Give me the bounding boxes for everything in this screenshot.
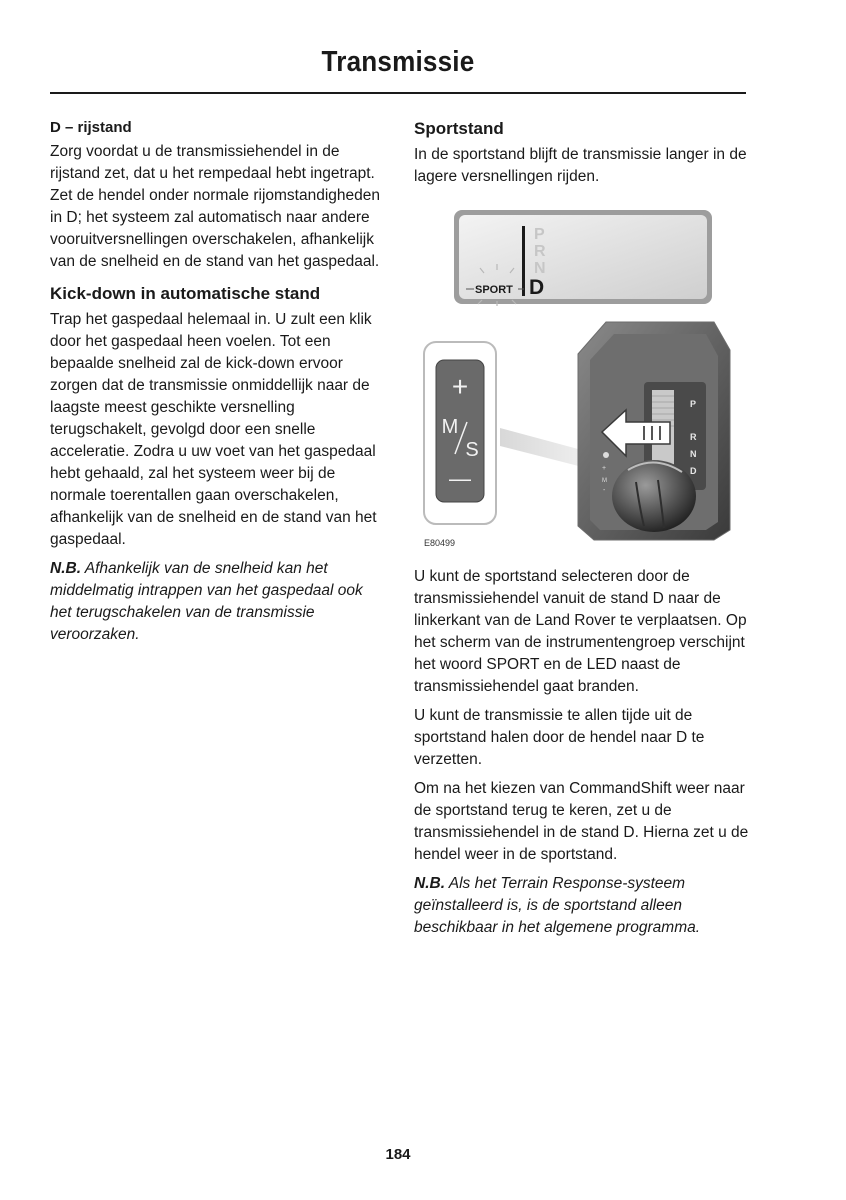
left-column xyxy=(50,118,386,653)
sport-para-3: Om na het kiezen van CommandShift weer naar de sportstand terug te keren, zet u de transmissiehendel in de stand D. Hierna zet u de hendel weer in de sportstand. xyxy=(414,780,749,863)
sport-heading: Sportstand xyxy=(414,119,504,138)
right-note-text: Als het Terrain Response-systeem geïnstalleerd is, is de sportstand alleen beschikbaar in het algemene programma. xyxy=(414,875,701,936)
figure-code: E80499 xyxy=(424,538,456,548)
page-title: Transmissie xyxy=(321,46,475,78)
svg-text:+: + xyxy=(602,465,607,472)
gate-letter-r: R xyxy=(690,432,697,442)
right-column-bottom xyxy=(414,566,750,946)
display-sport-label: SPORT xyxy=(475,284,513,296)
display-gear-d: D xyxy=(529,276,545,299)
svg-text:-: - xyxy=(603,487,606,494)
right-note-label: N.B. xyxy=(414,875,445,892)
d-heading: D – rijstand xyxy=(50,119,132,136)
display-gear-r: R xyxy=(534,243,546,260)
sport-mode-figure xyxy=(414,200,744,560)
gate-letter-n: N xyxy=(690,449,697,459)
shift-lever-knob xyxy=(612,460,696,532)
sport-para-1: U kunt de sportstand selecteren door de transmissiehendel vanuit de stand D naar de linkerkant van de Land Rover te verplaatsen. Op het scherm van de instrumentengroep verschijnt het woord SPORT en de LED naast de transmissiehendel gaat branden. xyxy=(414,568,747,695)
right-note xyxy=(414,873,750,939)
ms-paddle xyxy=(424,342,496,524)
display-gear-n: N xyxy=(534,260,546,277)
display-gear-p: P xyxy=(534,226,545,243)
kickdown-heading: Kick-down in automatische stand xyxy=(50,284,321,303)
gate-letter-p: P xyxy=(690,399,697,409)
svg-text:M: M xyxy=(602,478,607,484)
page-number: 184 xyxy=(385,1146,411,1163)
paddle-s-label: S xyxy=(465,439,479,461)
paddle-m-label: M xyxy=(441,416,459,438)
left-note xyxy=(50,558,386,646)
sport-intro: In de sportstand blijft de transmissie langer in de lagere versnellingen rijden. xyxy=(414,146,747,185)
right-column-top xyxy=(414,118,750,195)
title-rule xyxy=(50,92,746,94)
sport-para-2: U kunt de transmissie te allen tijde uit de sportstand halen door de hendel naar D te verzetten. xyxy=(414,707,705,768)
gear-selector-console xyxy=(578,322,730,540)
cluster-display xyxy=(454,210,712,306)
kickdown-text: Trap het gaspedaal helemaal in. U zult een klik door het gaspedaal heen voelen. Tot een bepaalde snelheid zal de kick-down ervoor zorgen dat de transmissie onmiddellijk naar de laagste meest geschikte versnelling terugschakelt, gevolgd door een snelle acceleratie. Zodra u uw voet van het gaspedaal hebt gehaald, zal het systeem weer bij de normale toerentallen gaan overschakelen, afhankelijk van de snelheid en de stand van het gaspedaal. xyxy=(50,311,377,548)
left-note-text: Afhankelijk van de snelheid kan het middelmatig intrappen van het gaspedaal ook het terugschakelen van de transmissie veroorzaken. xyxy=(50,560,363,643)
d-text: Zorg voordat u de transmissiehendel in de rijstand zet, dat u het rempedaal hebt ingetrapt. Zet de hendel onder normale rijomstandigheden in D; het systeem zal automatisch naar andere vooruitversnellingen overschakelen, afhankelijk van de snelheid en de stand van het gaspedaal. xyxy=(50,143,381,270)
gate-letter-d: D xyxy=(690,466,697,476)
paddle-plus-icon: + xyxy=(451,371,469,402)
left-note-label: N.B. xyxy=(50,560,81,577)
paddle-minus-icon: — xyxy=(449,466,471,491)
